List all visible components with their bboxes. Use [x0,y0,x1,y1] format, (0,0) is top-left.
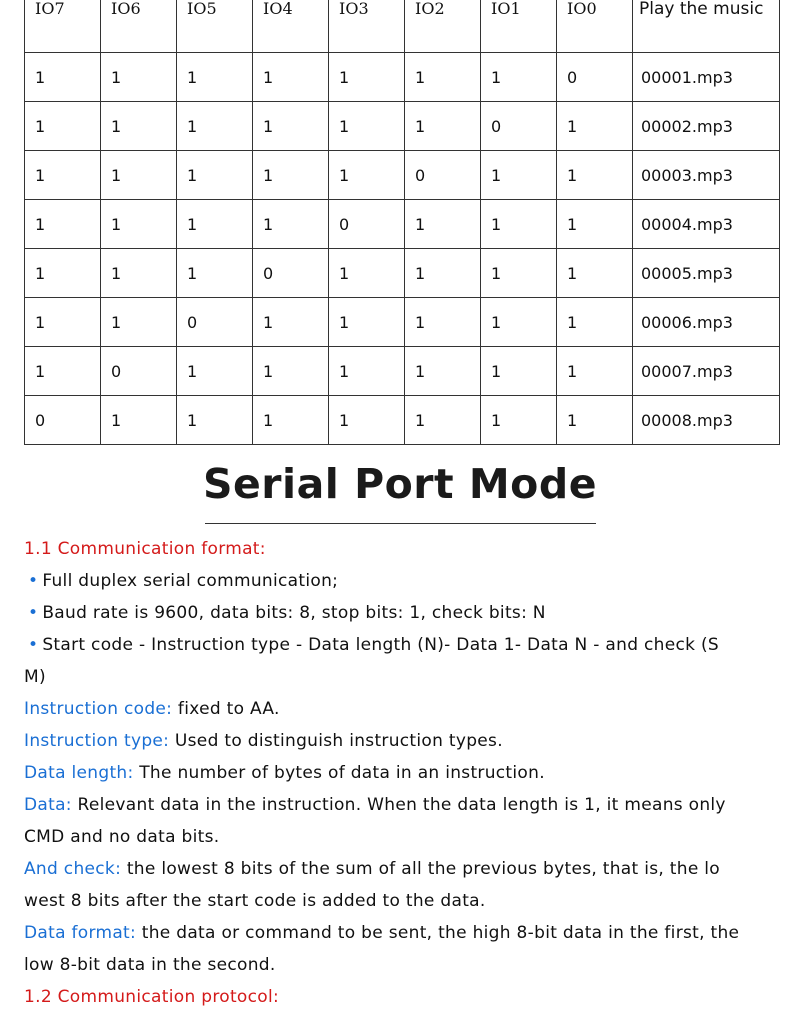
io-value-cell: 1 [557,200,633,249]
io-value-cell: 1 [557,298,633,347]
io-value-cell: 0 [25,396,101,445]
io-value-cell: 1 [177,347,253,396]
table-header-cell: IO2 [405,0,481,53]
table-header-cell: IO0 [557,0,633,53]
io-value-cell: 1 [557,151,633,200]
io-value-cell: 1 [253,396,329,445]
io-value-cell: 1 [329,249,405,298]
def-desc: Relevant data in the instruction. When the data length is 1, it means only [71,795,726,815]
bullet-icon: • [28,635,39,655]
def-desc: the lowest 8 bits of the sum of all the previous bytes, that is, the lo [121,859,721,879]
io-value-cell: 1 [25,200,101,249]
io-value-cell: 0 [177,298,253,347]
io-value-cell: 1 [253,298,329,347]
def-data-length [24,757,784,789]
def-data [24,789,784,821]
io-value-cell: 1 [557,102,633,151]
io-value-cell: 0 [253,249,329,298]
comm-protocol-heading: 1.2 Communication protocol: [24,987,280,1007]
bullet-item: • Full duplex serial communication; [24,565,784,597]
io-value-cell: 1 [101,396,177,445]
def-term: Instruction type: [24,731,170,751]
io-value-cell: 1 [25,298,101,347]
io-value-cell: 1 [481,347,557,396]
io-value-cell: 1 [177,249,253,298]
table-row [25,249,780,298]
bullet-icon: • [28,603,39,623]
music-file-cell: 00004.mp3 [633,200,780,249]
music-file-cell: 00003.mp3 [633,151,780,200]
io-value-cell: 1 [25,53,101,102]
io-value-cell: 1 [405,347,481,396]
io-value-cell: 1 [25,102,101,151]
io-value-cell: 0 [101,347,177,396]
table-row [25,200,780,249]
music-file-cell: 00002.mp3 [633,102,780,151]
def-and-check-cont: west 8 bits after the start code is added to the data. [24,891,486,911]
io-value-cell: 1 [101,249,177,298]
io-value-cell: 1 [557,347,633,396]
table-body [25,53,780,445]
bullet-item: • Start code - Instruction type - Data length (N)- Data 1- Data N - and check (S [24,629,784,661]
io-value-cell: 1 [253,151,329,200]
io-value-cell: 1 [405,102,481,151]
music-file-cell: 00006.mp3 [633,298,780,347]
def-instruction-type [24,725,784,757]
table-row [25,347,780,396]
io-value-cell: 1 [101,151,177,200]
table-row [25,53,780,102]
io-value-cell: 1 [253,347,329,396]
io-value-cell: 1 [481,200,557,249]
bullet-icon: • [28,571,39,591]
io-value-cell: 1 [101,298,177,347]
section-content [24,533,784,1013]
music-file-cell: 00001.mp3 [633,53,780,102]
io-value-cell: 1 [405,249,481,298]
io-value-cell: 1 [101,53,177,102]
io-value-cell: 1 [101,200,177,249]
table-header-cell: IO1 [481,0,557,53]
comm-format-heading: 1.1 Communication format: [24,539,266,559]
def-desc: fixed to AA. [172,699,280,719]
table-header-row [25,0,780,53]
io-value-cell: 1 [405,396,481,445]
io-value-cell: 1 [405,53,481,102]
def-term: Instruction code: [24,699,173,719]
io-value-cell: 1 [177,151,253,200]
table-row [25,298,780,347]
music-file-cell: 00005.mp3 [633,249,780,298]
table-header-cell: IO4 [253,0,329,53]
io-value-cell: 1 [329,102,405,151]
table-header-cell: IO3 [329,0,405,53]
def-desc: The number of bytes of data in an instruction. [133,763,545,783]
def-term: Data format: [24,923,137,943]
io-value-cell: 1 [481,53,557,102]
io-value-cell: 0 [405,151,481,200]
table-header-cell: IO7 [25,0,101,53]
io-value-cell: 1 [481,298,557,347]
io-value-cell: 0 [329,200,405,249]
io-value-cell: 1 [557,396,633,445]
table-row [25,102,780,151]
io-value-cell: 1 [25,151,101,200]
io-truth-table [24,0,780,445]
def-term: Data: [24,795,72,815]
io-value-cell: 1 [329,298,405,347]
def-term: And check: [24,859,122,879]
io-value-cell: 1 [329,396,405,445]
io-value-cell: 1 [481,396,557,445]
def-term: Data length: [24,763,134,783]
io-value-cell: 1 [329,151,405,200]
io-value-cell: 1 [25,249,101,298]
table-header-cell: IO5 [177,0,253,53]
io-value-cell: 1 [253,200,329,249]
table-header-cell: Play the music [633,0,780,53]
io-value-cell: 1 [253,53,329,102]
io-value-cell: 1 [177,396,253,445]
bullet-item: • Baud rate is 9600, data bits: 8, stop bits: 1, check bits: N [24,597,784,629]
io-value-cell: 1 [405,298,481,347]
section-title: Serial Port Mode [202,460,598,508]
music-file-cell: 00007.mp3 [633,347,780,396]
def-data-format-cont: low 8-bit data in the second. [24,955,276,975]
def-desc: the data or command to be sent, the high 8-bit data in the first, the [136,923,740,943]
io-value-cell: 1 [25,347,101,396]
def-and-check [24,853,784,885]
io-value-cell: 1 [557,249,633,298]
io-value-cell: 1 [177,102,253,151]
io-value-cell: 1 [481,249,557,298]
def-desc: Used to distinguish instruction types. [169,731,503,751]
def-instruction-code [24,693,784,725]
io-value-cell: 1 [177,53,253,102]
io-value-cell: 1 [329,347,405,396]
table-header-cell: IO6 [101,0,177,53]
def-data-cont: CMD and no data bits. [24,827,220,847]
title-underline [205,523,596,524]
table-row [25,396,780,445]
io-value-cell: 1 [481,151,557,200]
def-data-format [24,917,784,949]
io-value-cell: 1 [253,102,329,151]
music-file-cell: 00008.mp3 [633,396,780,445]
io-value-cell: 1 [177,200,253,249]
io-value-cell: 0 [481,102,557,151]
io-value-cell: 1 [329,53,405,102]
table-row [25,151,780,200]
io-value-cell: 0 [557,53,633,102]
io-value-cell: 1 [101,102,177,151]
bullet-wrap-line: M) [24,667,46,687]
io-value-cell: 1 [405,200,481,249]
